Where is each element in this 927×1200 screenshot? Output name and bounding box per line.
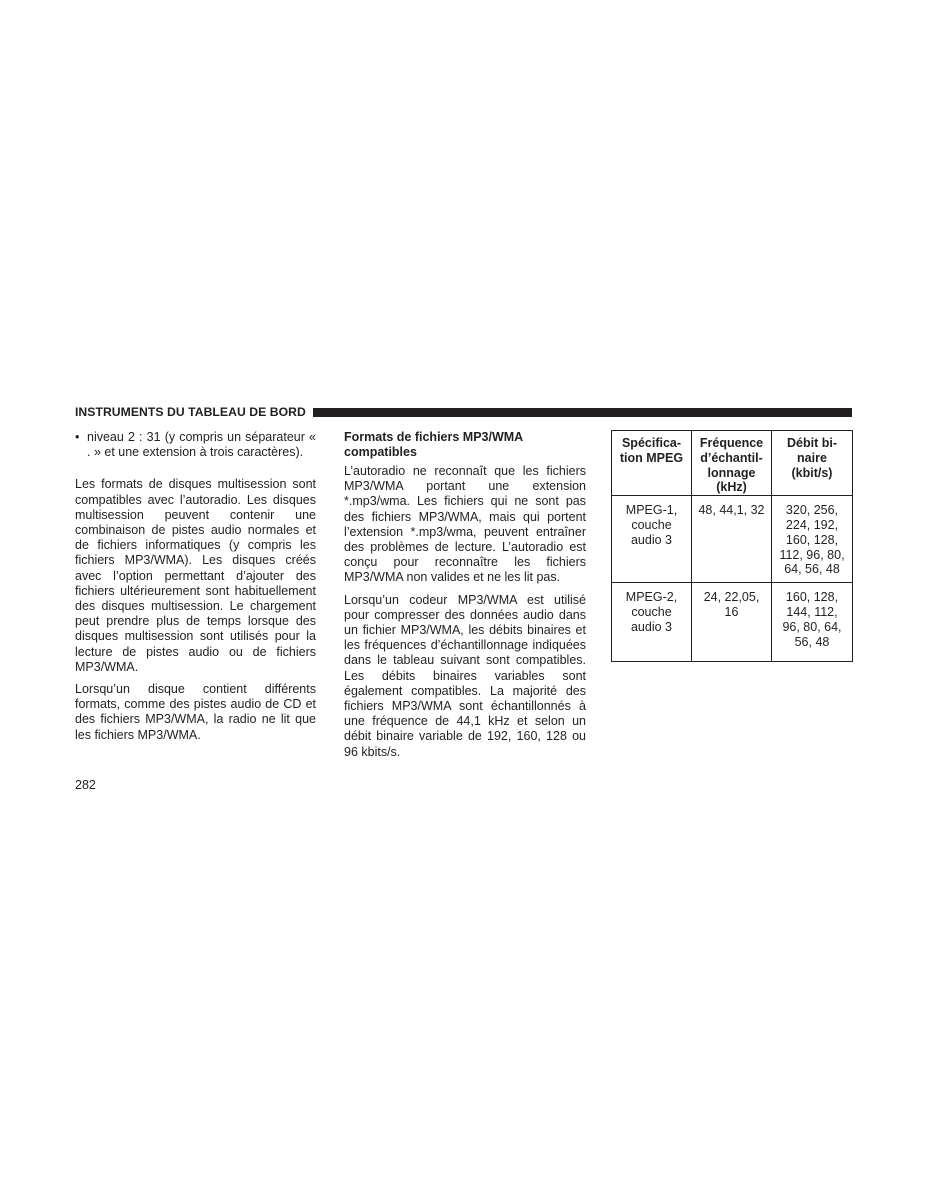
table-cell: 320, 256, 224, 192, 160, 128, 112, 96, 80, 64, 56, 48	[772, 496, 853, 583]
header-rule	[313, 408, 852, 417]
page-number: 282	[75, 778, 96, 792]
middle-column	[344, 430, 586, 760]
left-column	[75, 430, 316, 743]
header-cell: Débit bi- naire (kbit/s)	[772, 431, 853, 496]
paragraph-multisession: Les formats de disques multisession sont compatibles avec l’autoradio. Les disques multisession peuvent contenir une combinaison de pistes audio normales et de fichiers informatiques (y compris les fichiers MP3/WMA). Les disques créés avec l’option permettant d’ajouter des fichiers ultérieurement sont habituellement des disques multisession. Le chargement peut prendre plus de temps lorsque des disques multisession sont utilisés pour la lecture de pistes audio ou de fichiers MP3/WMA.	[75, 477, 316, 674]
section-header	[75, 405, 852, 419]
paragraph-encoder: Lorsqu’un codeur MP3/WMA est utilisé pour compresser des données audio dans un fichier MP3/WMA, les débits binaires et les fréquences d’échantillonnage indiquées dans le tableau suivant sont compatibles. Les débits binaires variables sont également compatibles. La majorité des fichiers MP3/WMA sont échantillonnés à une fréquence de 44,1 kHz et selon un débit binaire variable de 192, 160, 128 ou 96 kbits/s.	[344, 592, 586, 759]
table-cell: 160, 128, 144, 112, 96, 80, 64, 56, 48	[772, 583, 853, 662]
spec-table	[611, 430, 853, 662]
mpeg-table	[611, 430, 852, 662]
table-row	[612, 583, 853, 662]
list-item-text: niveau 2 : 31 (y compris un séparateur « . » et une extension à trois caractères).	[87, 430, 316, 460]
list-item	[75, 430, 316, 460]
header-cell: Spécifica- tion MPEG	[612, 431, 692, 496]
paragraph-extension: L’autoradio ne reconnaît que les fichiers MP3/WMA portant une extension *.mp3/wma. Les fichiers qui ne sont pas des fichiers MP3/WMA, mais qui portent l’extension *.mp3/wma, peuvent entraîner des problèmes de lecture. L’autoradio est conçu pour reconnaître les fichiers MP3/WMA non valides et ne les lit pas.	[344, 464, 586, 585]
bullet-icon: •	[75, 430, 80, 444]
section-title: INSTRUMENTS DU TABLEAU DE BORD	[75, 405, 306, 419]
table-header-row	[612, 431, 853, 496]
table-cell: MPEG-1, couche audio 3	[612, 496, 692, 583]
section-heading: Formats de fichiers MP3/WMA compatibles	[344, 430, 523, 459]
table-cell: MPEG-2, couche audio 3	[612, 583, 692, 662]
table-row	[612, 496, 853, 583]
table-cell: 24, 22,05, 16	[692, 583, 772, 662]
table-cell: 48, 44,1, 32	[692, 496, 772, 583]
paragraph-mixed-formats: Lorsqu’un disque contient différents formats, comme des pistes audio de CD et des fichiers MP3/WMA, la radio ne lit que les fichiers MP3/WMA.	[75, 682, 316, 742]
header-cell: Fréquence d’échantil- lonnage (kHz)	[692, 431, 772, 496]
